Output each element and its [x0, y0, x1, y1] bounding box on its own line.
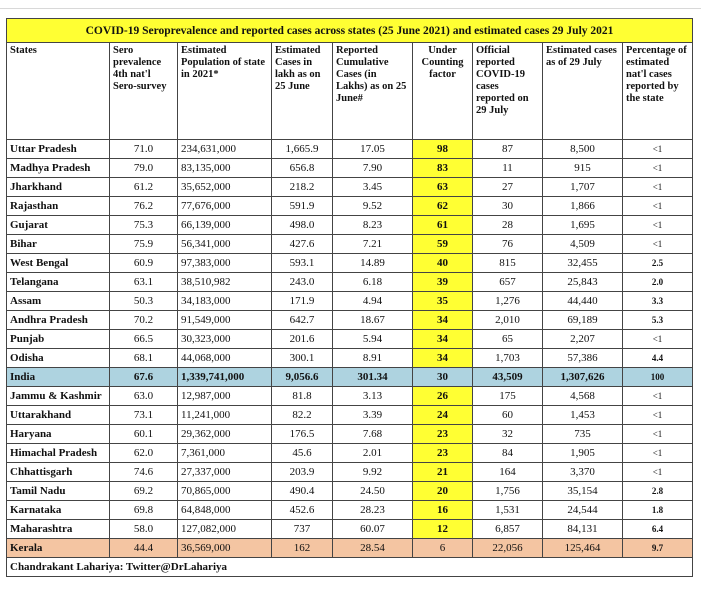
state-name-cell: Jharkhand [7, 178, 110, 197]
table-cell-under-counting-factor: 62 [413, 197, 473, 216]
state-name-cell: Andhra Pradesh [7, 311, 110, 330]
table-cell-percentage-of-national: 9.7 [623, 539, 693, 558]
table-cell-sero-prevalence: 66.5 [110, 330, 178, 349]
table-cell-estimated-cases-29-july: 1,905 [543, 444, 623, 463]
header-states: States [7, 43, 110, 140]
table-cell-estimated-cases-29-july: 32,455 [543, 254, 623, 273]
table-cell-estimated-cases: 452.6 [272, 501, 333, 520]
covid-table-container [6, 18, 692, 577]
table-cell-under-counting-factor: 12 [413, 520, 473, 539]
table-cell-estimated-cases-29-july: 25,843 [543, 273, 623, 292]
table-cell-percentage-of-national: 4.4 [623, 349, 693, 368]
table-cell-official-reported-cases: 657 [473, 273, 543, 292]
table-cell-under-counting-factor: 26 [413, 387, 473, 406]
table-cell-sero-prevalence: 58.0 [110, 520, 178, 539]
table-cell-sero-prevalence: 61.2 [110, 178, 178, 197]
table-cell-estimated-cases-29-july: 84,131 [543, 520, 623, 539]
table-cell-official-reported-cases: 2,010 [473, 311, 543, 330]
footer-row [7, 558, 693, 577]
table-row [7, 444, 693, 463]
table-cell-reported-cases: 6.18 [333, 273, 413, 292]
table-cell-estimated-cases-29-july: 57,386 [543, 349, 623, 368]
table-cell-sero-prevalence: 50.3 [110, 292, 178, 311]
table-cell-estimated-population: 29,362,000 [178, 425, 272, 444]
state-name-cell: Chhattisgarh [7, 463, 110, 482]
state-name-cell: Rajasthan [7, 197, 110, 216]
state-name-cell: Uttar Pradesh [7, 140, 110, 159]
table-cell-under-counting-factor: 20 [413, 482, 473, 501]
table-cell-official-reported-cases: 28 [473, 216, 543, 235]
table-cell-under-counting-factor: 6 [413, 539, 473, 558]
table-cell-percentage-of-national: <1 [623, 330, 693, 349]
table-row [7, 311, 693, 330]
table-row [7, 178, 693, 197]
table-cell-percentage-of-national: 3.3 [623, 292, 693, 311]
state-name-cell: India [7, 368, 110, 387]
table-cell-reported-cases: 28.23 [333, 501, 413, 520]
table-row [7, 254, 693, 273]
state-name-cell: Maharashtra [7, 520, 110, 539]
table-cell-estimated-population: 127,082,000 [178, 520, 272, 539]
table-cell-percentage-of-national: 2.5 [623, 254, 693, 273]
table-cell-estimated-population: 91,549,000 [178, 311, 272, 330]
table-cell-official-reported-cases: 27 [473, 178, 543, 197]
table-cell-estimated-population: 97,383,000 [178, 254, 272, 273]
table-cell-percentage-of-national: 6.4 [623, 520, 693, 539]
header-estimated-cases-29-july: Estimated cases as of 29 July [543, 43, 623, 140]
table-row [7, 216, 693, 235]
table-cell-estimated-population: 34,183,000 [178, 292, 272, 311]
table-cell-official-reported-cases: 76 [473, 235, 543, 254]
table-cell-under-counting-factor: 98 [413, 140, 473, 159]
table-cell-reported-cases: 8.23 [333, 216, 413, 235]
table-cell-estimated-population: 11,241,000 [178, 406, 272, 425]
table-cell-estimated-population: 12,987,000 [178, 387, 272, 406]
table-cell-official-reported-cases: 164 [473, 463, 543, 482]
table-cell-estimated-cases-29-july: 8,500 [543, 140, 623, 159]
table-cell-percentage-of-national: <1 [623, 387, 693, 406]
table-cell-estimated-cases-29-july: 2,207 [543, 330, 623, 349]
table-cell-estimated-cases-29-july: 735 [543, 425, 623, 444]
table-cell-official-reported-cases: 1,276 [473, 292, 543, 311]
table-cell-estimated-cases-29-july: 69,189 [543, 311, 623, 330]
table-cell-reported-cases: 9.92 [333, 463, 413, 482]
table-cell-estimated-cases: 593.1 [272, 254, 333, 273]
table-cell-estimated-cases: 1,665.9 [272, 140, 333, 159]
state-name-cell: Haryana [7, 425, 110, 444]
state-name-cell: Tamil Nadu [7, 482, 110, 501]
table-cell-reported-cases: 17.05 [333, 140, 413, 159]
table-cell-reported-cases: 7.68 [333, 425, 413, 444]
table-cell-sero-prevalence: 67.6 [110, 368, 178, 387]
table-cell-official-reported-cases: 43,509 [473, 368, 543, 387]
table-cell-estimated-cases: 218.2 [272, 178, 333, 197]
table-cell-reported-cases: 7.21 [333, 235, 413, 254]
table-cell-percentage-of-national: <1 [623, 463, 693, 482]
table-cell-estimated-cases: 201.6 [272, 330, 333, 349]
table-cell-estimated-population: 64,848,000 [178, 501, 272, 520]
table-cell-estimated-cases-29-july: 35,154 [543, 482, 623, 501]
table-cell-sero-prevalence: 62.0 [110, 444, 178, 463]
table-cell-estimated-cases: 45.6 [272, 444, 333, 463]
table-cell-estimated-population: 70,865,000 [178, 482, 272, 501]
table-cell-estimated-cases-29-july: 1,707 [543, 178, 623, 197]
table-cell-estimated-population: 77,676,000 [178, 197, 272, 216]
table-cell-reported-cases: 28.54 [333, 539, 413, 558]
table-cell-estimated-cases: 82.2 [272, 406, 333, 425]
table-cell-official-reported-cases: 84 [473, 444, 543, 463]
table-row [7, 368, 693, 387]
top-divider [0, 8, 701, 9]
table-cell-sero-prevalence: 74.6 [110, 463, 178, 482]
header-sero-prevalence: Sero prevalence 4th nat'l Sero-survey [110, 43, 178, 140]
table-cell-reported-cases: 5.94 [333, 330, 413, 349]
state-name-cell: Himachal Pradesh [7, 444, 110, 463]
table-cell-under-counting-factor: 21 [413, 463, 473, 482]
table-cell-under-counting-factor: 24 [413, 406, 473, 425]
table-row [7, 406, 693, 425]
table-cell-percentage-of-national: <1 [623, 425, 693, 444]
table-cell-estimated-population: 36,569,000 [178, 539, 272, 558]
table-cell-official-reported-cases: 87 [473, 140, 543, 159]
table-cell-estimated-cases: 427.6 [272, 235, 333, 254]
table-cell-official-reported-cases: 11 [473, 159, 543, 178]
table-cell-percentage-of-national: <1 [623, 444, 693, 463]
table-cell-estimated-cases-29-july: 44,440 [543, 292, 623, 311]
table-cell-reported-cases: 60.07 [333, 520, 413, 539]
table-row [7, 463, 693, 482]
state-name-cell: Bihar [7, 235, 110, 254]
table-cell-estimated-cases: 243.0 [272, 273, 333, 292]
header-estimated-cases: Estimated Cases in lakh as on 25 June [272, 43, 333, 140]
table-cell-estimated-cases: 490.4 [272, 482, 333, 501]
table-cell-under-counting-factor: 39 [413, 273, 473, 292]
credit-text: Chandrakant Lahariya: Twitter@DrLahariya [7, 558, 693, 577]
table-row [7, 539, 693, 558]
table-cell-estimated-cases-29-july: 1,866 [543, 197, 623, 216]
table-cell-estimated-cases: 9,056.6 [272, 368, 333, 387]
table-cell-estimated-population: 38,510,982 [178, 273, 272, 292]
state-name-cell: Madhya Pradesh [7, 159, 110, 178]
table-cell-estimated-cases: 162 [272, 539, 333, 558]
table-cell-estimated-cases: 642.7 [272, 311, 333, 330]
table-cell-percentage-of-national: 5.3 [623, 311, 693, 330]
table-cell-sero-prevalence: 69.8 [110, 501, 178, 520]
table-cell-percentage-of-national: <1 [623, 159, 693, 178]
table-cell-percentage-of-national: <1 [623, 406, 693, 425]
table-cell-reported-cases: 7.90 [333, 159, 413, 178]
table-cell-estimated-cases: 591.9 [272, 197, 333, 216]
table-cell-official-reported-cases: 32 [473, 425, 543, 444]
table-cell-sero-prevalence: 44.4 [110, 539, 178, 558]
table-cell-sero-prevalence: 75.3 [110, 216, 178, 235]
table-cell-estimated-cases-29-july: 4,509 [543, 235, 623, 254]
table-cell-percentage-of-national: 100 [623, 368, 693, 387]
table-cell-reported-cases: 3.13 [333, 387, 413, 406]
table-cell-estimated-cases: 171.9 [272, 292, 333, 311]
table-cell-under-counting-factor: 23 [413, 425, 473, 444]
table-cell-official-reported-cases: 175 [473, 387, 543, 406]
header-row [7, 43, 693, 140]
table-cell-reported-cases: 2.01 [333, 444, 413, 463]
table-cell-sero-prevalence: 69.2 [110, 482, 178, 501]
table-cell-estimated-cases: 737 [272, 520, 333, 539]
table-cell-reported-cases: 301.34 [333, 368, 413, 387]
covid-seroprevalence-table [6, 18, 693, 577]
table-cell-under-counting-factor: 63 [413, 178, 473, 197]
table-row [7, 235, 693, 254]
table-cell-under-counting-factor: 61 [413, 216, 473, 235]
table-cell-estimated-population: 7,361,000 [178, 444, 272, 463]
table-cell-sero-prevalence: 71.0 [110, 140, 178, 159]
table-cell-reported-cases: 4.94 [333, 292, 413, 311]
table-cell-estimated-population: 27,337,000 [178, 463, 272, 482]
table-cell-reported-cases: 8.91 [333, 349, 413, 368]
table-cell-official-reported-cases: 1,756 [473, 482, 543, 501]
header-estimated-population: Estimated Population of state in 2021* [178, 43, 272, 140]
table-cell-under-counting-factor: 34 [413, 311, 473, 330]
header-percentage-of-national: Percentage of estimated nat'l cases reported by the state [623, 43, 693, 140]
table-cell-estimated-population: 1,339,741,000 [178, 368, 272, 387]
table-cell-reported-cases: 3.39 [333, 406, 413, 425]
table-cell-estimated-population: 66,139,000 [178, 216, 272, 235]
table-cell-estimated-cases-29-july: 1,695 [543, 216, 623, 235]
table-cell-estimated-cases-29-july: 915 [543, 159, 623, 178]
table-cell-sero-prevalence: 60.9 [110, 254, 178, 273]
table-cell-sero-prevalence: 63.0 [110, 387, 178, 406]
table-cell-official-reported-cases: 30 [473, 197, 543, 216]
table-cell-percentage-of-national: 2.0 [623, 273, 693, 292]
state-name-cell: Jammu & Kashmir [7, 387, 110, 406]
table-cell-sero-prevalence: 73.1 [110, 406, 178, 425]
table-cell-percentage-of-national: 2.8 [623, 482, 693, 501]
table-cell-estimated-cases: 81.8 [272, 387, 333, 406]
table-cell-reported-cases: 18.67 [333, 311, 413, 330]
table-row [7, 273, 693, 292]
table-cell-reported-cases: 3.45 [333, 178, 413, 197]
table-cell-estimated-cases-29-july: 1,453 [543, 406, 623, 425]
table-cell-under-counting-factor: 30 [413, 368, 473, 387]
table-cell-estimated-population: 44,068,000 [178, 349, 272, 368]
table-cell-sero-prevalence: 68.1 [110, 349, 178, 368]
table-cell-estimated-cases-29-july: 125,464 [543, 539, 623, 558]
table-cell-under-counting-factor: 35 [413, 292, 473, 311]
table-cell-official-reported-cases: 1,703 [473, 349, 543, 368]
table-cell-under-counting-factor: 83 [413, 159, 473, 178]
table-cell-percentage-of-national: <1 [623, 216, 693, 235]
table-cell-estimated-cases-29-july: 3,370 [543, 463, 623, 482]
table-cell-estimated-population: 35,652,000 [178, 178, 272, 197]
state-name-cell: Kerala [7, 539, 110, 558]
table-row [7, 140, 693, 159]
table-row [7, 159, 693, 178]
table-cell-official-reported-cases: 1,531 [473, 501, 543, 520]
table-cell-sero-prevalence: 63.1 [110, 273, 178, 292]
table-cell-percentage-of-national: 1.8 [623, 501, 693, 520]
table-cell-reported-cases: 24.50 [333, 482, 413, 501]
table-body [7, 140, 693, 558]
table-row [7, 349, 693, 368]
table-cell-estimated-cases-29-july: 24,544 [543, 501, 623, 520]
table-cell-estimated-cases: 498.0 [272, 216, 333, 235]
table-cell-estimated-cases: 203.9 [272, 463, 333, 482]
table-cell-estimated-population: 56,341,000 [178, 235, 272, 254]
state-name-cell: Gujarat [7, 216, 110, 235]
table-row [7, 387, 693, 406]
state-name-cell: West Bengal [7, 254, 110, 273]
state-name-cell: Uttarakhand [7, 406, 110, 425]
table-cell-sero-prevalence: 75.9 [110, 235, 178, 254]
table-row [7, 520, 693, 539]
table-cell-estimated-population: 30,323,000 [178, 330, 272, 349]
table-cell-official-reported-cases: 22,056 [473, 539, 543, 558]
table-row [7, 501, 693, 520]
table-cell-percentage-of-national: <1 [623, 235, 693, 254]
table-cell-official-reported-cases: 6,857 [473, 520, 543, 539]
table-row [7, 292, 693, 311]
table-cell-sero-prevalence: 70.2 [110, 311, 178, 330]
table-cell-percentage-of-national: <1 [623, 140, 693, 159]
table-row [7, 482, 693, 501]
table-cell-under-counting-factor: 23 [413, 444, 473, 463]
header-official-reported-cases: Official reported COVID-19 cases reported on 29 July [473, 43, 543, 140]
table-cell-official-reported-cases: 815 [473, 254, 543, 273]
state-name-cell: Assam [7, 292, 110, 311]
table-cell-estimated-cases-29-july: 1,307,626 [543, 368, 623, 387]
header-reported-cases: Reported Cumulative Cases (in Lakhs) as on 25 June# [333, 43, 413, 140]
title-row [7, 19, 693, 43]
header-under-counting-factor: Under Counting factor [413, 43, 473, 140]
table-cell-under-counting-factor: 34 [413, 330, 473, 349]
table-cell-estimated-population: 234,631,000 [178, 140, 272, 159]
table-cell-estimated-population: 83,135,000 [178, 159, 272, 178]
table-cell-reported-cases: 14.89 [333, 254, 413, 273]
state-name-cell: Karnataka [7, 501, 110, 520]
table-cell-official-reported-cases: 60 [473, 406, 543, 425]
table-cell-sero-prevalence: 60.1 [110, 425, 178, 444]
table-cell-percentage-of-national: <1 [623, 178, 693, 197]
table-row [7, 425, 693, 444]
table-cell-estimated-cases: 176.5 [272, 425, 333, 444]
table-cell-estimated-cases: 656.8 [272, 159, 333, 178]
table-cell-under-counting-factor: 34 [413, 349, 473, 368]
table-cell-estimated-cases: 300.1 [272, 349, 333, 368]
table-cell-percentage-of-national: <1 [623, 197, 693, 216]
table-cell-sero-prevalence: 76.2 [110, 197, 178, 216]
table-cell-sero-prevalence: 79.0 [110, 159, 178, 178]
state-name-cell: Punjab [7, 330, 110, 349]
table-title: COVID-19 Seroprevalence and reported cases across states (25 June 2021) and estimated cases 29 July 2021 [7, 19, 693, 43]
state-name-cell: Odisha [7, 349, 110, 368]
table-cell-reported-cases: 9.52 [333, 197, 413, 216]
state-name-cell: Telangana [7, 273, 110, 292]
table-cell-under-counting-factor: 59 [413, 235, 473, 254]
table-cell-official-reported-cases: 65 [473, 330, 543, 349]
table-row [7, 197, 693, 216]
table-row [7, 330, 693, 349]
table-cell-estimated-cases-29-july: 4,568 [543, 387, 623, 406]
table-cell-under-counting-factor: 40 [413, 254, 473, 273]
table-cell-under-counting-factor: 16 [413, 501, 473, 520]
